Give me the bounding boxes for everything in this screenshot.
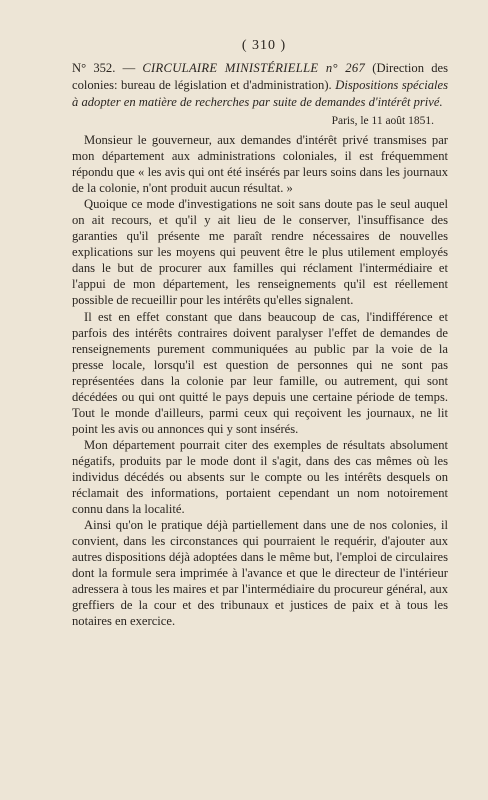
header-dash: — [115, 61, 143, 75]
paragraph-1: Monsieur le gouverneur, aux demandes d'intérêt privé transmises par mon département aux administrations coloniales, il est fréquemment répondu que « les avis qui ont été insérés par leurs soins dans les journaux de la colonie, n'ont produit aucun résultat. » [72, 133, 448, 196]
circular-number: N° 352. [72, 61, 116, 75]
circular-title: CIRCULAIRE MINISTÉRIELLE n° 267 [142, 61, 366, 75]
paragraph-2: Quoique ce mode d'investigations ne soit sans doute pas le seul auquel on ait recours, et qu'il y ait lieu de le conserver, l'insuffisance des garanties qu'il présente me paraît rendre nécessaires de nouvelles explications sur les moyens qui peuvent être le plus utilement employés dans le but de procurer aux familles qui réclament l'intermédiaire et l'appui de mon département, les renseignements qu'il est réellement possible de recueillir pour les intérêts qu'elles signalent. [72, 197, 448, 308]
circular-header [72, 60, 448, 111]
page-number: ( 310 ) [241, 38, 287, 53]
paragraph-3: Il est en effet constant que dans beaucoup de cas, l'indifférence et parfois des intérêts contraires doivent paralyser l'effet de demandes de renseignements purement communiquées au public par la voie de la presse locale, lorsqu'il est question de personnes qui ne sont pas représentées dans la colonie par leur famille, ou autrement, qui sont décédées ou qui ont quitté le pays depuis une certaine période de temps. Tout le monde d'ailleurs, parmi ceux qui reçoivent les journaux, ne lit point les avis ou annonces qui y sont insérés. [72, 309, 448, 436]
paragraph-5: Ainsi qu'on le pratique déjà partiellement dans une de nos colonies, il convient, dans les circonstances qui pourraient le requérir, d'ajouter aux autres dispositions déjà adoptées dans le même but, l'emploi de circulaires dont la formule sera imprimée à l'avance et que le directeur de l'intérieur adressera à tous les maires et par l'intermédiaire du procureur général, aux greffiers de la cour et des tribunaux et justices de paix et à tous les notaires en exercice. [72, 518, 448, 629]
dateline: Paris, le 11 août 1851. [331, 115, 434, 127]
circular-subject: Dispositions spéciales à adopter en matière de recherches par suite de demandes d'intérêt privé. [72, 78, 448, 109]
paragraph-4: Mon département pourrait citer des exemples de résultats absolument négatifs, produits par le mode dont il s'agit, dans des cas mêmes où les individus décédés ou absents sur le compte ou les intérêts desquels on réclamait des informations, portaient cependant un nom notoirement connu dans la localité. [72, 437, 448, 517]
circular-origin: (Direction des colonies: bureau de législation et d'administration). [72, 61, 449, 92]
